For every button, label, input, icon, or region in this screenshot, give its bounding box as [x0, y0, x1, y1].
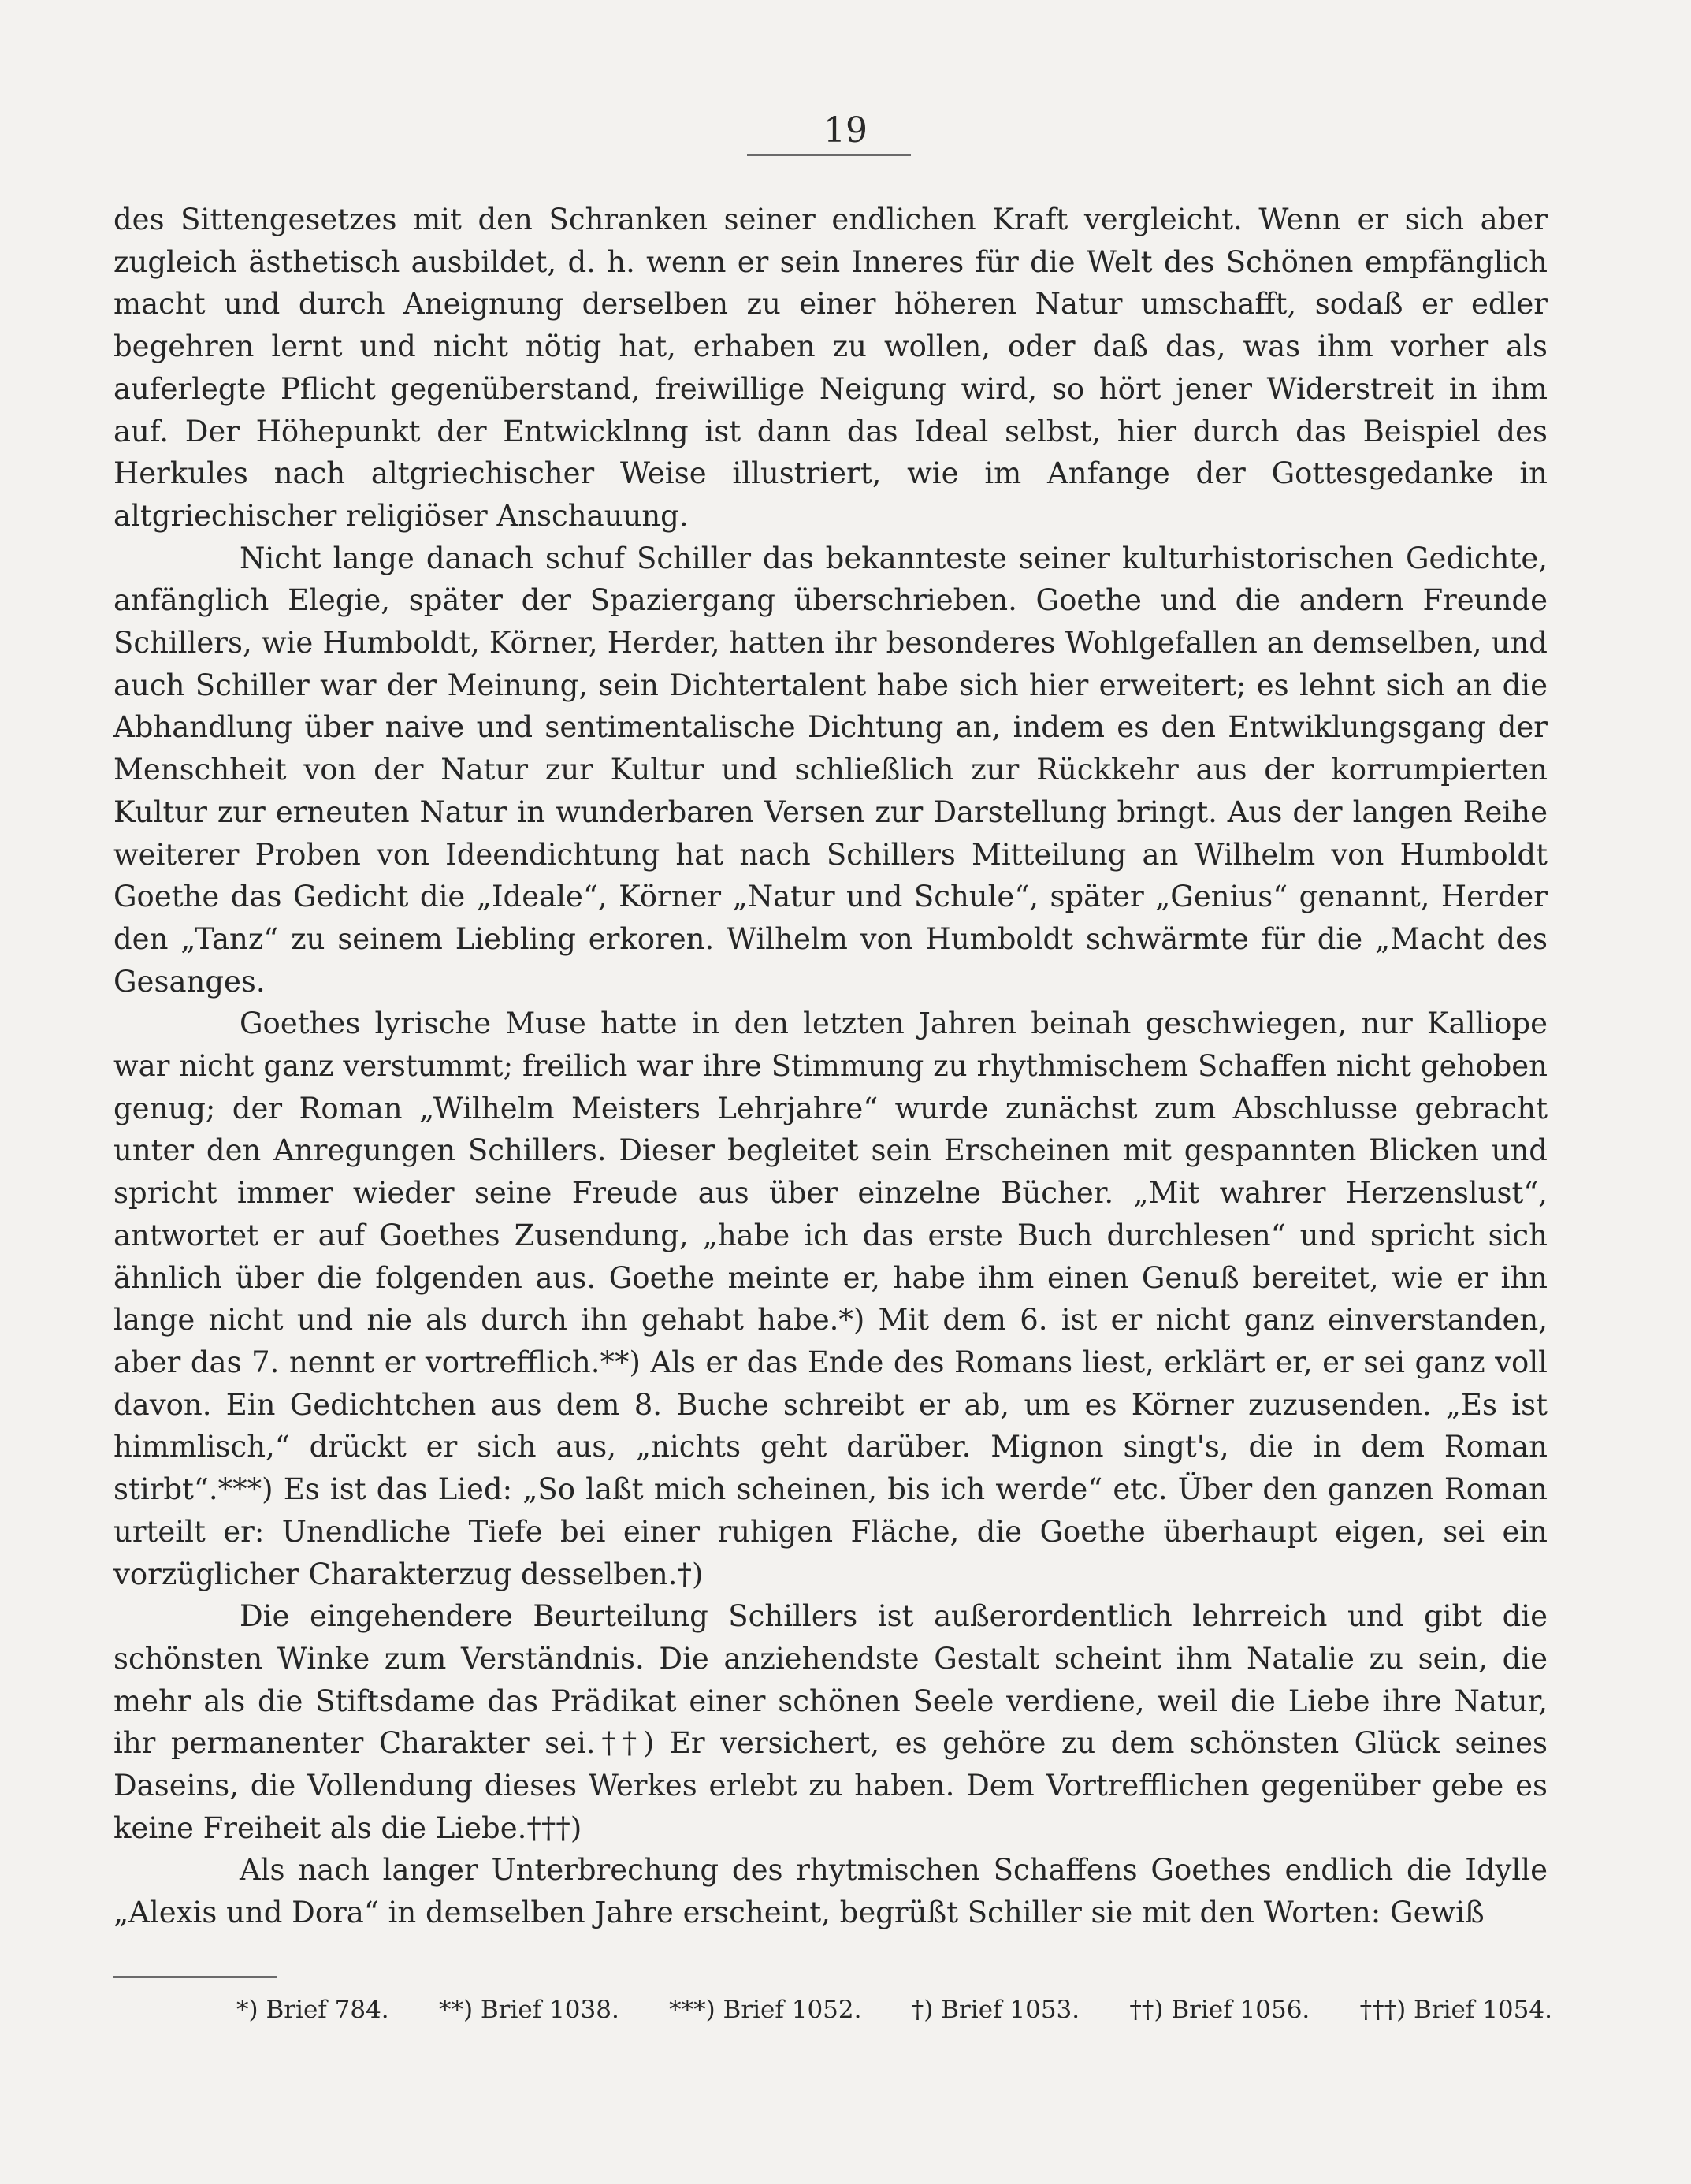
paragraph: Als nach langer Unterbrechung des rhytmischen Schaffens Goethes endlich die Idylle „Alexis und Dora“ in demselben Jahre erscheint, begrüßt Schiller sie mit den Worten: Gewiß — [113, 1853, 1548, 1930]
footnote: †) Brief 1053. — [911, 1996, 1080, 2024]
page-number-rule — [747, 154, 911, 156]
footnote: **) Brief 1038. — [438, 1996, 619, 2024]
paragraph: Die eingehendere Beurteilung Schillers ist außerordentlich lehrreich und gibt die schönsten Winke zum Verständnis. Die anziehendste Gestalt scheint ihm Natalie zu sein, die mehr als die Stiftsdame das Prädikat einer schönen Seele verdiene, weil die Liebe ihre Natur, ihr permanenter Charakter sei.††) Er versichert, es gehöre zu dem schönsten Glück seines Daseins, die Vollendung dieses Werkes erlebt zu haben. Dem Vortrefflichen gegenüber gebe es keine Freiheit als die Liebe.†††) — [113, 1599, 1548, 1845]
paragraph: des Sittengesetzes mit den Schranken seiner endlichen Kraft vergleicht. Wenn er sich aber zugleich ästhetisch ausbildet, d. h. wenn er sein Inneres für die Welt des Schönen empfänglich macht und durch Aneignung derselben zu einer höheren Natur umschafft, sodaß er edler begehren lernt und nicht nötig hat, erhaben zu wollen, oder daß das, was ihm vorher als auferlegte Pflicht gegenüberstand, freiwillige Neigung wird, so hört jener Widerstreit in ihm auf. Der Höhepunkt der Entwicklnng ist dann das Ideal selbst, hier durch das Beispiel des Herkules nach altgriechischer Weise illustriert, wie im Anfange der Gottesgedanke in altgriechischer religiöser Anschauung. — [113, 203, 1548, 533]
footnote: ***) Brief 1052. — [669, 1996, 862, 2024]
footnote: †††) Brief 1054. — [1359, 1996, 1552, 2024]
paragraph: Nicht lange danach schuf Schiller das bekannteste seiner kulturhistorischen Gedichte, anfänglich Elegie, später der Spaziergang überschrieben. Goethe und die andern Freunde Schillers, wie Humboldt, Körner, Herder, hatten ihr besonderes Wohlgefallen an demselben, und auch Schiller war der Meinung, sein Dichtertalent habe sich hier erweitert; es lehnt sich an die Abhandlung über naive und sentimentalische Dichtung an, indem es den Entwiklungsgang der Menschheit von der Natur zur Kultur und schließlich zur Rückkehr aus der korrumpierten Kultur zur erneuten Natur in wunderbaren Versen zur Darstellung bringt. Aus der langen Reihe weiterer Proben von Ideendichtung hat nach Schillers Mitteilung an Wilhelm von Humboldt Goethe das Gedicht die „Ideale“, Körner „Natur und Schule“, später „Genius“ genannt, Herder den „Tanz“ zu seinem Liebling erkoren. Wilhelm von Humboldt schwärmte für die „Macht des Gesanges. — [113, 541, 1548, 999]
body-text — [113, 199, 1548, 1934]
footnotes — [236, 1994, 1552, 2026]
footnote-rule — [113, 1976, 277, 1978]
page-number: 19 — [823, 110, 868, 151]
footnote: ††) Brief 1056. — [1129, 1996, 1310, 2024]
paragraph: Goethes lyrische Muse hatte in den letzten Jahren beinah geschwiegen, nur Kalliope war nicht ganz verstummt; freilich war ihre Stimmung zu rhythmischem Schaffen nicht gehoben genug; der Roman „Wilhelm Meisters Lehrjahre“ wurde zunächst zum Abschlusse gebracht unter den Anregungen Schillers. Dieser begleitet sein Erscheinen mit gespannten Blicken und spricht immer wieder seine Freude aus über einzelne Bücher. „Mit wahrer Herzenslust“, antwortet er auf Goethes Zusendung, „habe ich das erste Buch durchlesen“ und spricht sich ähnlich über die folgenden aus. Goethe meinte er, habe ihm einen Genuß bereitet, wie er ihn lange nicht und nie als durch ihn gehabt habe.*) Mit dem 6. ist er nicht ganz einverstanden, aber das 7. nennt er vortrefflich.**) Als er das Ende des Romans liest, erklärt er, er sei ganz voll davon. Ein Gedichtchen aus dem 8. Buche schreibt er ab, um es Körner zuzusenden. „Es ist himmlisch,“ drückt er sich aus, „nichts geht darüber. Mignon singt's, die in dem Roman stirbt“.***) Es ist das Lied: „So laßt mich scheinen, bis ich werde“ etc. Über den ganzen Roman urteilt er: Unendliche Tiefe bei einer ruhigen Fläche, die Goethe überhaupt eigen, sei ein vorzüglicher Charakterzug desselben.†) — [113, 1006, 1548, 1591]
footnote: *) Brief 784. — [236, 1996, 389, 2024]
